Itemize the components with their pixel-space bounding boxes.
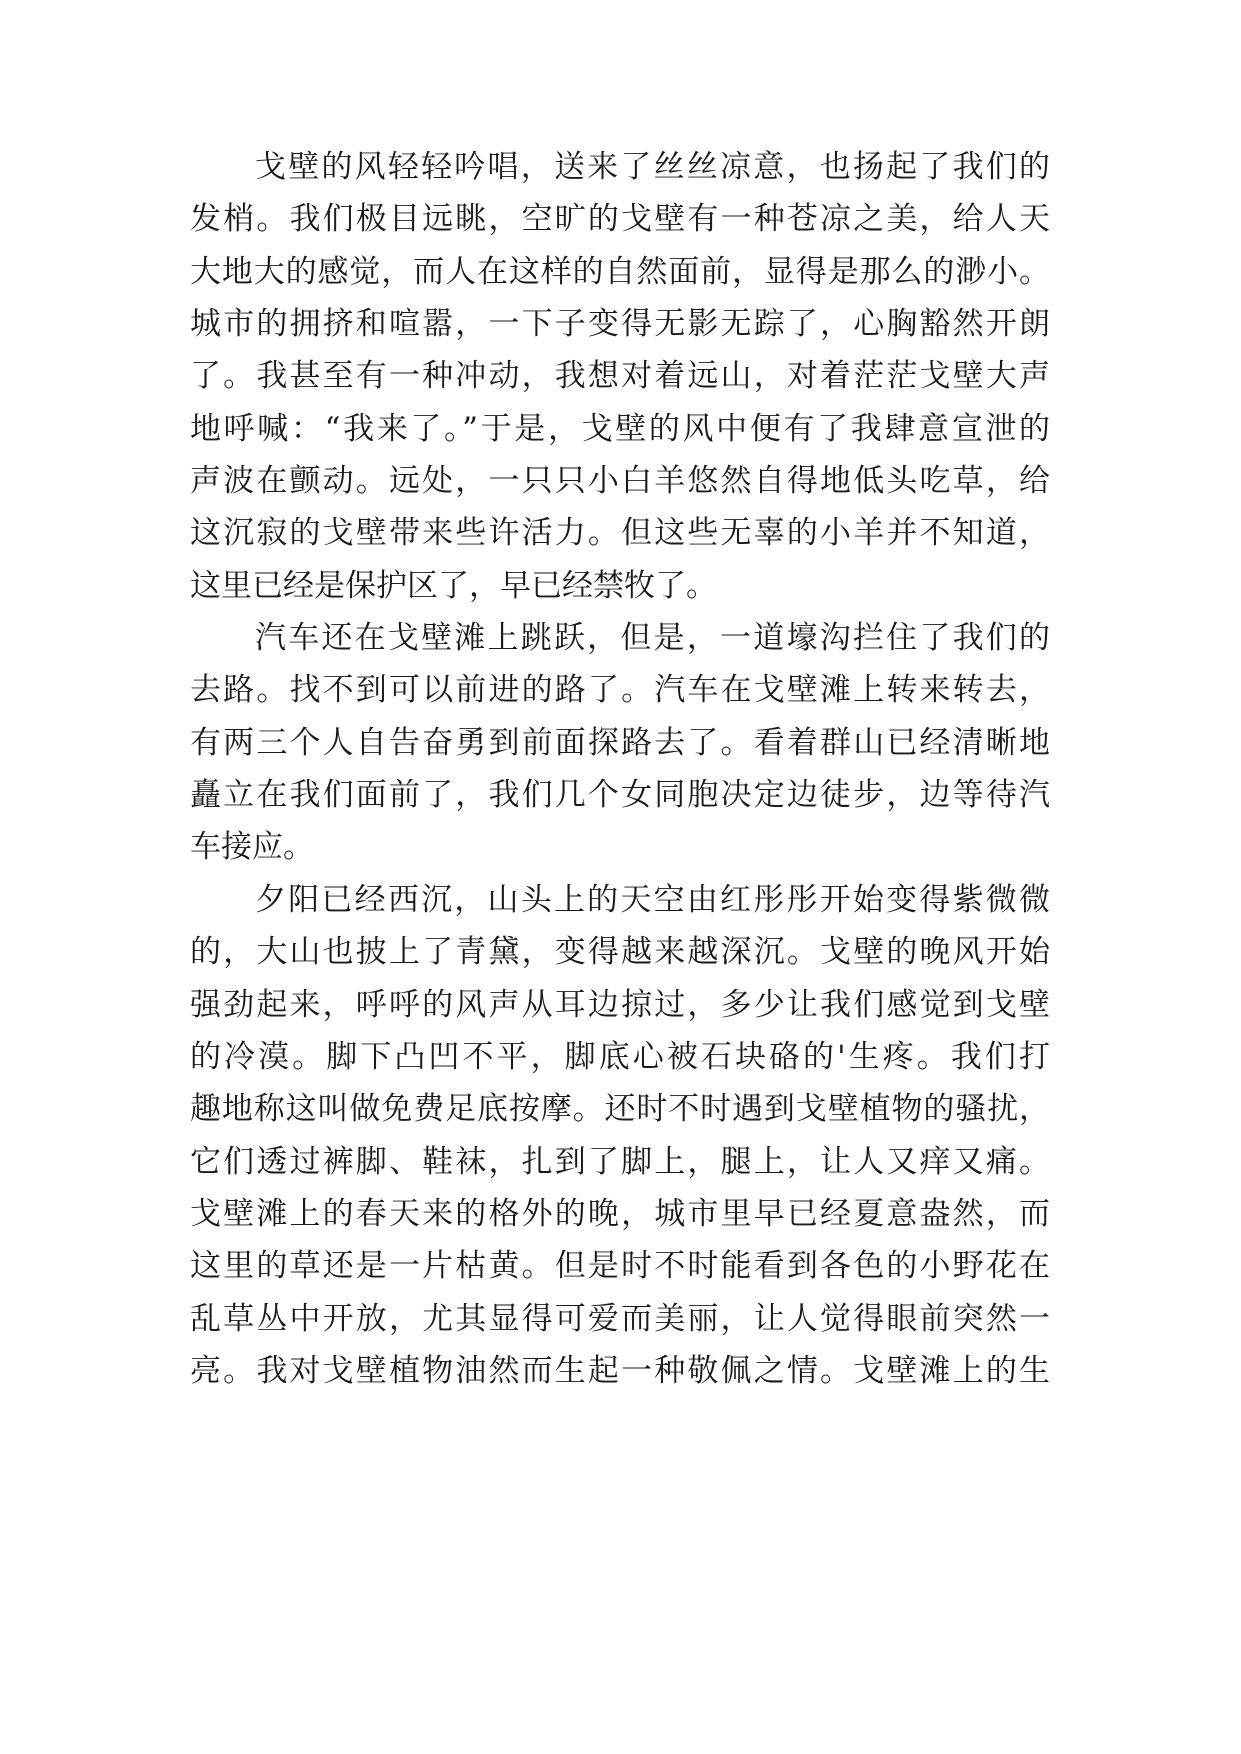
paragraph-1-line-5: 了。我甚至有一种冲动，我想对着远山，对着茫茫戈壁大声 xyxy=(190,358,1050,394)
paragraph-1-line-1: 戈壁的风轻轻吟唱，送来了丝丝凉意，也扬起了我们的 xyxy=(255,149,1050,185)
paragraph-3-line-5: 趣地称这叫做免费足底按摩。还时不时遇到戈壁植物的骚扰， xyxy=(190,1091,1050,1127)
paragraph-3-line-8: 这里的草还是一片枯黄。但是时不时能看到各色的小野花在 xyxy=(190,1248,1050,1284)
paragraph-1-line-8: 这沉寂的戈壁带来些许活力。但这些无辜的小羊并不知道， xyxy=(190,515,1050,551)
paragraph-1-line-6: 地呼喊：“我来了。”于是，戈壁的风中便有了我肆意宣泄的 xyxy=(190,411,1050,447)
paragraph-1-line-7: 声波在颤动。远处，一只只小白羊悠然自得地低头吃草，给 xyxy=(190,463,1050,499)
paragraph-3-line-1: 夕阳已经西沉，山头上的天空由红彤彤开始变得紫微微 xyxy=(255,882,1050,918)
paragraph-3-line-4: 的冷漠。脚下凸凹不平，脚底心被石块硌的'生疼。我们打 xyxy=(190,1039,1050,1075)
paragraph-1-line-2: 发梢。我们极目远眺，空旷的戈壁有一种苍凉之美，给人天 xyxy=(190,201,1050,237)
paragraph-3-line-9: 乱草丛中开放，尤其显得可爱而美丽，让人觉得眼前突然一 xyxy=(190,1301,1050,1337)
paragraph-3-line-7: 戈壁滩上的春天来的格外的晚，城市里早已经夏意盎然，而 xyxy=(190,1196,1050,1232)
paragraph-1-line-3: 大地大的感觉，而人在这样的自然面前，显得是那么的渺小。 xyxy=(190,254,1050,290)
paragraph-2-line-2: 去路。找不到可以前进的路了。汽车在戈壁滩上转来转去， xyxy=(190,672,1050,708)
paragraph-1-line-9: 这里已经是保护区了，早已经禁牧了。 xyxy=(190,568,717,604)
paragraph-3-line-6: 它们透过裤脚、鞋袜，扎到了脚上，腿上，让人又痒又痛。 xyxy=(190,1144,1050,1180)
paragraph-2-line-4: 矗立在我们面前了，我们几个女同胞决定边徒步，边等待汽 xyxy=(190,777,1050,813)
paragraph-2-line-3: 有两三个人自告奋勇到前面探路去了。看着群山已经清晰地 xyxy=(190,725,1050,761)
paragraph-2-line-5: 车接应。 xyxy=(190,829,314,865)
paragraph-3-line-10: 亮。我对戈壁植物油然而生起一种敬佩之情。戈壁滩上的生 xyxy=(190,1353,1050,1389)
paragraph-3-line-3: 强劲起来，呼呼的风声从耳边掠过，多少让我们感觉到戈壁 xyxy=(190,987,1050,1023)
paragraph-2-line-1: 汽车还在戈壁滩上跳跃，但是，一道壕沟拦住了我们的 xyxy=(255,620,1050,656)
paragraph-1-line-4: 城市的拥挤和喧嚣，一下子变得无影无踪了，心胸豁然开朗 xyxy=(190,306,1050,342)
paragraph-3-line-2: 的，大山也披上了青黛，变得越来越深沉。戈壁的晚风开始 xyxy=(190,934,1050,970)
